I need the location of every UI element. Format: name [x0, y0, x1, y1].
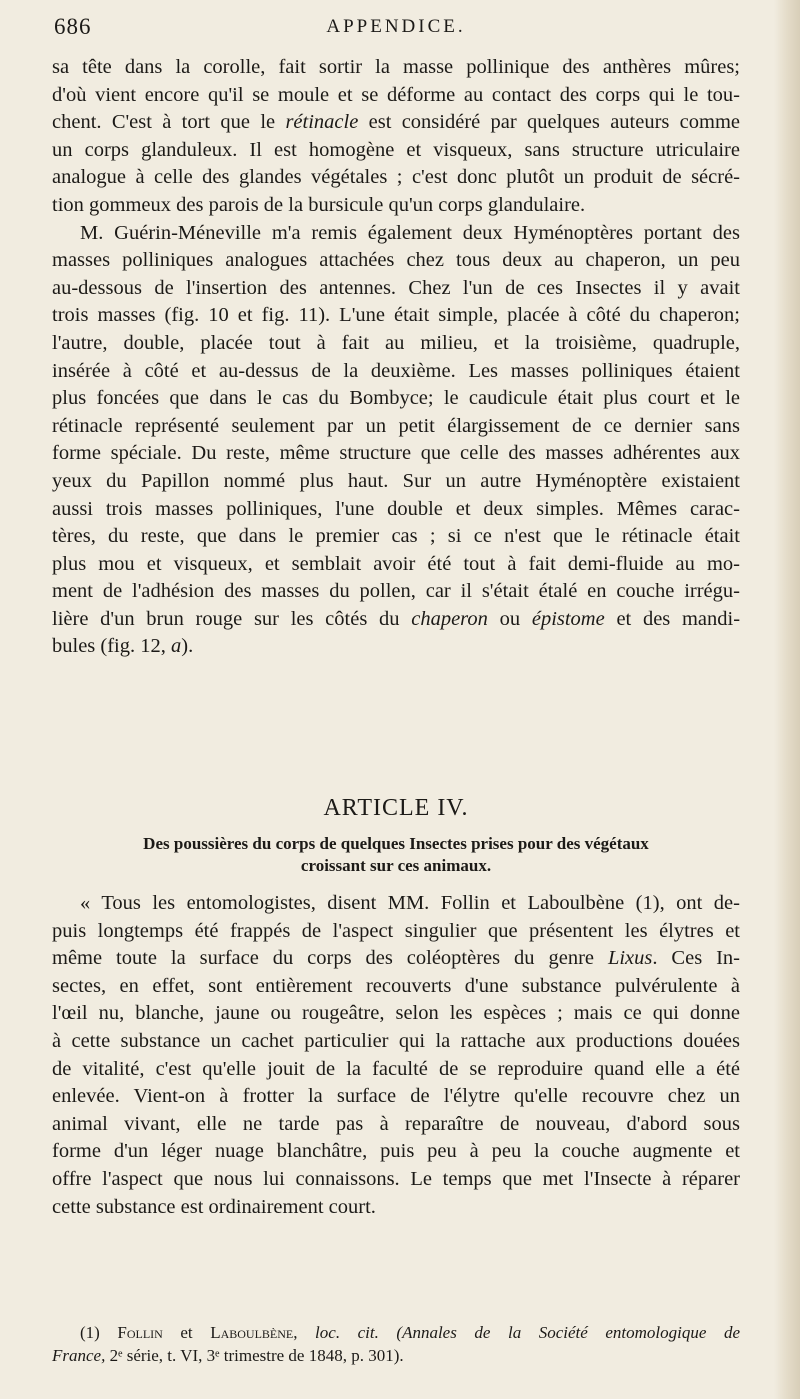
- italic-term: a: [171, 635, 182, 658]
- italic-term: Lixus: [607, 947, 653, 970]
- page-header: [52, 14, 740, 44]
- italic-term: chaperon: [411, 607, 488, 630]
- italic-term: épistome: [531, 607, 605, 630]
- text-line: plus mou et visqueux, et semblait avoir été tout à fait demi-fluide au mo-: [52, 552, 740, 575]
- footnote-line: France, 2ᵉ série, t. VI, 3ᵉ trimestre de 1848, p. 301).: [52, 1346, 404, 1365]
- text-line: cette substance est ordinairement court.: [52, 1195, 376, 1218]
- text-line: chent. C'est à tort que le rétinacle est considéré par quelques auteurs comme: [52, 111, 741, 134]
- text-line: animal vivant, elle ne tarde pas à reparaître de nouveau, d'abord sous: [52, 1112, 740, 1135]
- subtitle-line: croissant sur ces animaux.: [300, 856, 492, 875]
- text-line: M. Guérin-Méneville m'a remis également deux Hyménoptères portant des: [80, 221, 740, 244]
- text-line: tères, du reste, que dans le premier cas ; si ce n'est que le rétinacle était: [52, 525, 740, 548]
- text-line: de vitalité, c'est qu'elle jouit de la faculté de se reproduire quand elle a été: [52, 1057, 740, 1080]
- text-line: au-dessous de l'insertion des antennes. Chez l'un de ces Insectes il y avait: [52, 276, 740, 299]
- text-line: insérée à côté et au-dessus de la deuxième. Les masses polliniques étaient: [52, 359, 740, 382]
- text-line: masses polliniques analogues attachées chez tous deux au chaperon, un peu: [52, 249, 740, 272]
- text-line: d'où vient encore qu'il se moule et se déforme au contact des corps qui le tou-: [52, 83, 740, 106]
- footnote-journal: (Annales de la Société entomologique de: [396, 1323, 740, 1342]
- paragraph-1: [52, 54, 740, 220]
- text-line: rétinacle représenté seulement par un petit élargissement de ce dernier sans: [52, 414, 740, 437]
- page-number: 686: [54, 14, 92, 39]
- text-line: analogue à celle des glandes végétales ; c'est donc plutôt un produit de sécré-: [52, 166, 740, 189]
- text-line: à cette substance un cachet particulier qui la rattache aux productions douées: [52, 1029, 740, 1052]
- running-head: APPENDICE.: [326, 16, 466, 37]
- text-line: puis longtemps été frappés de l'aspect singulier que présentent les élytres et: [52, 919, 740, 942]
- text-line: trois masses (fig. 10 et fig. 11). L'une était simple, placée à côté du chaperon;: [52, 304, 740, 327]
- text-line: enlevée. Vient-on à frotter la surface de l'élytre qu'elle recouvre chez un: [52, 1085, 740, 1108]
- text-line: sectes, en effet, sont entièrement recouverts d'une substance pulvérulente à: [52, 974, 740, 997]
- text-line: ment de l'adhésion des masses du pollen, car il s'était étalé en couche irrégu-: [52, 580, 740, 603]
- text-line: forme spéciale. Du reste, même structure que celle des masses adhérentes aux: [52, 442, 740, 465]
- paragraph-3: [52, 890, 740, 1221]
- italic-term: rétinacle: [285, 111, 359, 134]
- page-edge-shadow: [774, 0, 800, 1399]
- paragraph-2: [52, 220, 740, 662]
- text-line: sa tête dans la corolle, fait sortir la masse pollinique des anthères mûres;: [52, 56, 740, 78]
- text-line: bules (fig. 12, a).: [52, 635, 194, 658]
- footnote: [52, 1321, 740, 1367]
- text-line: même toute la surface du corps des coléoptères du genre Lixus. Ces In-: [52, 947, 741, 970]
- text-line: offre l'aspect que nous lui connaissons. Le temps que met l'Insecte à réparer: [52, 1167, 740, 1190]
- text-line: aussi trois masses polliniques, l'une double et deux simples. Mêmes carac-: [52, 497, 740, 520]
- footnote-line: (1) Follin et Laboulbène, loc. cit. (Annales de la Société entomologique de: [80, 1323, 740, 1342]
- text-line: lière d'un brun rouge sur les côtés du chaperon ou épistome et des mandi-: [52, 607, 741, 630]
- body-text: [52, 54, 740, 661]
- text-line: forme d'un léger nuage blanchâtre, puis peu à peu la couche augmente et: [52, 1140, 740, 1163]
- text-line: l'œil nu, blanche, jaune ou rougeâtre, selon les espèces ; mais ce qui donne: [52, 1002, 740, 1025]
- text-line: yeux du Papillon nommé plus haut. Sur un autre Hyménoptère existaient: [52, 469, 740, 492]
- article-title: ARTICLE IV.: [323, 795, 469, 821]
- footnote-author: Laboulbène: [210, 1323, 294, 1342]
- article-subtitle: [52, 833, 740, 877]
- text-line: un corps glanduleux. Il est homogène et visqueux, sans structure utriculaire: [52, 138, 740, 161]
- text-line: tion gommeux des parois de la bursicule qu'un corps glandulaire.: [52, 193, 586, 216]
- footnote-author: Follin: [117, 1323, 163, 1342]
- text-line: plus foncées que dans le cas du Bombyce; le caudicule était plus court et le: [52, 387, 740, 410]
- text-line: « Tous les entomologistes, disent MM. Follin et Laboulbène (1), ont de-: [80, 892, 740, 914]
- subtitle-line: Des poussières du corps de quelques Insectes prises pour des végétaux: [143, 834, 649, 853]
- text-line: l'autre, double, placée tout à fait au milieu, et la troisième, quadruple,: [52, 331, 740, 354]
